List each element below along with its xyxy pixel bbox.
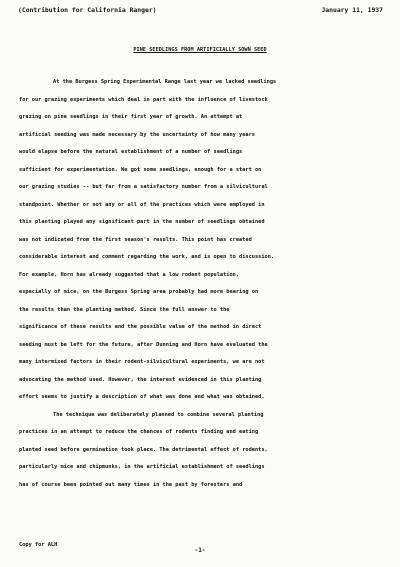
document-body (19, 74, 381, 494)
body-line: The technique was deliberately planned to combine several planting (53, 411, 264, 418)
body-line: practices in an attempt to reduce the chances of rodents finding and eating (19, 429, 259, 435)
body-line: our grazing studies -- but far from a satisfactory number from a silvicultural (19, 184, 268, 190)
body-line: sufficient for experimentation. We got some seedlings, enough for a start on (19, 166, 262, 173)
body-line: for our grazing experiments which deal in part with the influence of livestock (19, 96, 268, 103)
body-line: grazing on pine seedlings in their first year of growth. An attempt at (19, 114, 243, 120)
document-title: PINE SEEDLINGS FROM ARTIFICIALLY SOWN SEED (133, 47, 267, 53)
header-contribution: (Contribution for California Ranger) (18, 6, 157, 14)
body-line: this planting played any significant part in the number of seedlings obtained (19, 219, 265, 225)
body-line: advocating the method used. However, the interest evidenced in this planting (19, 376, 262, 383)
page-number: -1- (194, 547, 206, 554)
body-line: artificial seeding was made necessary by the uncertainty of how many years (19, 131, 255, 138)
body-line: At the Burgess Spring Experimental Range last year we lacked seedlings (53, 79, 277, 85)
body-line: was not indicated from the first season's results. This point has created (19, 236, 252, 243)
header-date: January 11, 1937 (321, 6, 383, 14)
body-line: the results than the planting method. Since the full answer to the (19, 306, 230, 313)
body-line: seeding must be left for the future, after Dunning and Horn have evaluated the (19, 341, 268, 348)
body-line: standpoint. Whether or not any or all of the practices which were employed in (19, 201, 265, 208)
copy-note: Copy for ALH (19, 542, 58, 548)
body-line: planted seed before germination took place. The detrimental effect of rodents, (19, 446, 268, 453)
body-line: particularly mice and chipmunks, in the artificial establishment of seedlings (19, 464, 265, 470)
body-line: For example, Horn has already suggested that a low rodent population, (19, 271, 240, 278)
body-line: considerable interest and comment regarding the work, and is open to discussion. (19, 254, 275, 260)
body-line: effort seems to justify a description of what was done and what was obtained. (19, 394, 265, 400)
body-line: significance of these results and the possible value of the method in direct (19, 324, 262, 330)
body-line: would elapse before the natural establishment of a number of seedlings (19, 149, 243, 155)
body-line: many intermixed factors in their rodent-silvicultural experiments, we are not (19, 359, 265, 365)
body-line: has of course been pointed out many times in the past by foresters and (19, 481, 243, 488)
body-line: especially of mice, on the Burgess Spring area probably had more bearing on (19, 289, 259, 295)
